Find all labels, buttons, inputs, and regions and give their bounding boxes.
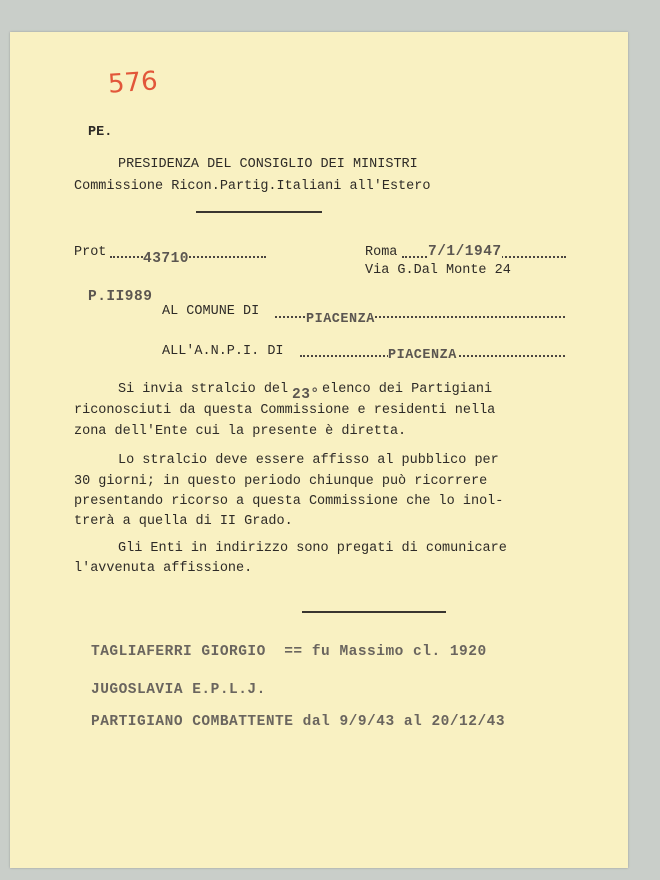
elenco-number: 23°	[292, 387, 320, 403]
prot-number: 43710	[143, 251, 190, 267]
body-divider	[302, 611, 446, 613]
body-p1-start: Si invia stralcio del	[118, 382, 289, 397]
header-presidency: PRESIDENZA DEL CONSIGLIO DEI MINISTRI	[118, 157, 418, 172]
body-p2-line1: Lo stralcio deve essere affisso al pubblico per	[118, 453, 499, 468]
document-code: PE.	[88, 125, 113, 140]
partisan-name: TAGLIAFERRI GIORGIO == fu Massimo cl. 1920	[91, 644, 487, 660]
body-p3-line2: l'avvenuta affissione.	[74, 561, 253, 576]
partisan-service: PARTIGIANO COMBATTENTE dal 9/9/43 al 20/12/43	[91, 714, 506, 730]
header-divider	[196, 211, 322, 213]
body-p2-line3: presentando ricorso a questa Commissione che lo inol-	[74, 494, 504, 509]
partisan-unit: JUGOSLAVIA E.P.L.J.	[91, 682, 266, 698]
body-p2-line2: 30 giorni; in questo periodo chiunque può ricorrere	[74, 474, 488, 489]
body-p1-line3: zona dell'Ente cui la presente è diretta.	[74, 424, 407, 439]
recipient-label-anpi: ALL'A.N.P.I. DI	[162, 344, 284, 359]
recipient-value-anpi: PIACENZA	[388, 348, 457, 363]
body-p3-line1: Gli Enti in indirizzo sono pregati di comunicare	[118, 541, 507, 556]
prot-label: Prot	[74, 245, 107, 260]
body-p2-line4: trerà a quella di II Grado.	[74, 514, 293, 529]
letter-date: 7/1/1947	[428, 244, 502, 260]
recipient-label-comune: AL COMUNE DI	[162, 304, 260, 319]
recipient-value-comune: PIACENZA	[306, 312, 375, 327]
body-p1-line2: riconosciuti da questa Commissione e residenti nella	[74, 403, 496, 418]
address: Via G.Dal Monte 24	[365, 263, 511, 278]
sub-protocol-number: P.II989	[88, 289, 153, 305]
header-commission: Commissione Ricon.Partig.Italiani all'Estero	[74, 179, 431, 194]
handwritten-annotation: 576	[107, 66, 159, 100]
place-label: Roma	[365, 245, 398, 260]
body-p1-end: elenco dei Partigiani	[322, 382, 493, 397]
